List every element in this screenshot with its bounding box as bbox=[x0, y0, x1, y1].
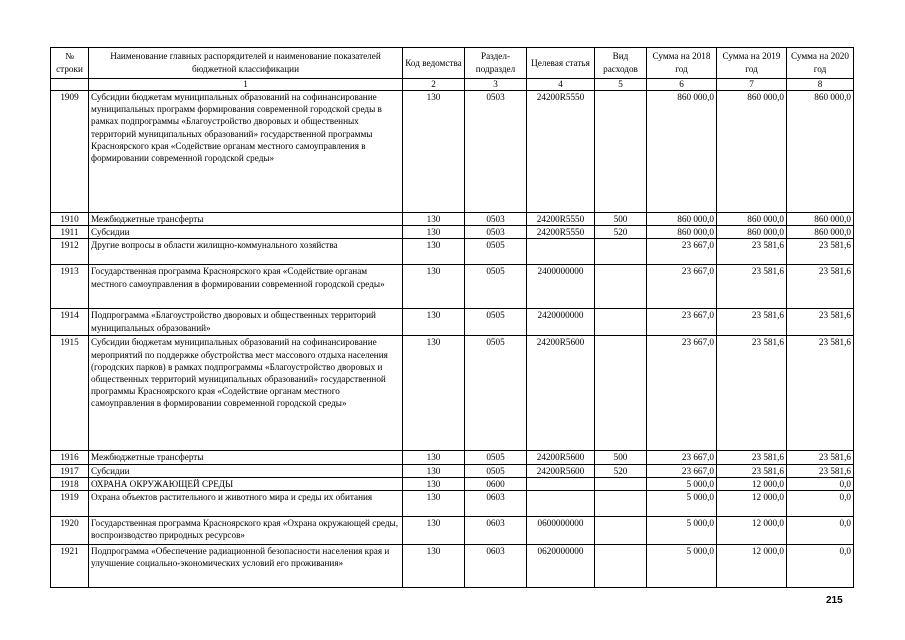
row-sum-2019: 860 000,0 bbox=[717, 226, 787, 239]
row-target: 2420000000 bbox=[527, 309, 595, 336]
row-sum-2019: 12 000,0 bbox=[717, 491, 787, 517]
column-number: 1 bbox=[89, 79, 403, 91]
row-name: Субсидии бюджетам муниципальных образований на софинансирование муниципальных программ формирования современной городской среды в рамках подпрограммы «Благоустройство дворовых и общественных территорий муниципальных образований» государственной программы Красноярского края «Содействие органам местного самоуправления в формировании современной городской среды» bbox=[89, 91, 403, 213]
row-section: 0503 bbox=[465, 226, 527, 239]
column-number: 8 bbox=[787, 79, 854, 91]
header-row-number: № строки bbox=[51, 48, 89, 79]
row-dept: 130 bbox=[403, 491, 465, 517]
column-number bbox=[51, 79, 89, 91]
table-row bbox=[51, 239, 854, 265]
row-kind bbox=[595, 336, 647, 451]
table-row bbox=[51, 517, 854, 545]
header-sum-2019: Сумма на 2019 год bbox=[717, 48, 787, 79]
row-kind bbox=[595, 517, 647, 545]
row-sum-2018: 860 000,0 bbox=[647, 226, 717, 239]
row-dept: 130 bbox=[403, 91, 465, 213]
row-target: 0620000000 bbox=[527, 545, 595, 588]
row-sum-2019: 23 581,6 bbox=[717, 336, 787, 451]
row-sum-2020: 860 000,0 bbox=[787, 226, 854, 239]
row-sum-2019: 12 000,0 bbox=[717, 517, 787, 545]
row-kind bbox=[595, 239, 647, 265]
row-sum-2020: 23 581,6 bbox=[787, 464, 854, 477]
row-section: 0505 bbox=[465, 265, 527, 309]
row-name: Государственная программа Красноярского края «Охрана окружающей среды, воспроизводство природных ресурсов» bbox=[89, 517, 403, 545]
table-row bbox=[51, 336, 854, 451]
row-sum-2020: 860 000,0 bbox=[787, 213, 854, 226]
row-dept: 130 bbox=[403, 477, 465, 490]
row-sum-2019: 860 000,0 bbox=[717, 91, 787, 213]
row-sum-2020: 23 581,6 bbox=[787, 336, 854, 451]
row-number: 1920 bbox=[51, 517, 89, 545]
column-number: 6 bbox=[647, 79, 717, 91]
row-sum-2018: 5 000,0 bbox=[647, 545, 717, 588]
row-sum-2020: 23 581,6 bbox=[787, 265, 854, 309]
row-kind bbox=[595, 91, 647, 213]
row-dept: 130 bbox=[403, 265, 465, 309]
row-sum-2018: 23 667,0 bbox=[647, 451, 717, 464]
row-target: 24200R5550 bbox=[527, 213, 595, 226]
row-sum-2018: 23 667,0 bbox=[647, 265, 717, 309]
row-section: 0505 bbox=[465, 309, 527, 336]
row-name: Подпрограмма «Благоустройство дворовых и общественных территорий муниципальных образований» bbox=[89, 309, 403, 336]
header-section: Раздел-подраздел bbox=[465, 48, 527, 79]
column-number: 2 bbox=[403, 79, 465, 91]
row-target: 24200R5600 bbox=[527, 464, 595, 477]
row-number: 1916 bbox=[51, 451, 89, 464]
header-target: Целевая статья bbox=[527, 48, 595, 79]
row-sum-2020: 23 581,6 bbox=[787, 239, 854, 265]
row-sum-2018: 5 000,0 bbox=[647, 477, 717, 490]
row-name: Другие вопросы в области жилищно-коммунального хозяйства bbox=[89, 239, 403, 265]
column-number: 7 bbox=[717, 79, 787, 91]
budget-page bbox=[50, 47, 854, 588]
row-kind bbox=[595, 309, 647, 336]
row-target: 2400000000 bbox=[527, 265, 595, 309]
row-dept: 130 bbox=[403, 239, 465, 265]
row-dept: 130 bbox=[403, 517, 465, 545]
row-sum-2020: 0,0 bbox=[787, 517, 854, 545]
header-sum-2020: Сумма на 2020 год bbox=[787, 48, 854, 79]
row-dept: 130 bbox=[403, 213, 465, 226]
row-section: 0503 bbox=[465, 91, 527, 213]
header-sum-2018: Сумма на 2018 год bbox=[647, 48, 717, 79]
row-sum-2019: 23 581,6 bbox=[717, 451, 787, 464]
row-sum-2020: 0,0 bbox=[787, 545, 854, 588]
row-sum-2019: 12 000,0 bbox=[717, 545, 787, 588]
row-target bbox=[527, 239, 595, 265]
row-sum-2018: 23 667,0 bbox=[647, 309, 717, 336]
row-sum-2019: 23 581,6 bbox=[717, 464, 787, 477]
row-section: 0603 bbox=[465, 545, 527, 588]
row-sum-2018: 860 000,0 bbox=[647, 213, 717, 226]
row-target: 0600000000 bbox=[527, 517, 595, 545]
row-section: 0603 bbox=[465, 517, 527, 545]
row-kind bbox=[595, 491, 647, 517]
row-number: 1918 bbox=[51, 477, 89, 490]
row-number: 1910 bbox=[51, 213, 89, 226]
column-number: 3 bbox=[465, 79, 527, 91]
column-number: 5 bbox=[595, 79, 647, 91]
row-name: Подпрограмма «Обеспечение радиационной безопасности населения края и улучшение социально-экономических условий его проживания» bbox=[89, 545, 403, 588]
row-kind: 500 bbox=[595, 213, 647, 226]
header-kind: Вид расходов bbox=[595, 48, 647, 79]
row-name: Межбюджетные трансферты bbox=[89, 451, 403, 464]
row-number: 1913 bbox=[51, 265, 89, 309]
row-dept: 130 bbox=[403, 309, 465, 336]
header-name: Наименование главных распорядителей и наименование показателей бюджетной классификации bbox=[89, 48, 403, 79]
row-number: 1911 bbox=[51, 226, 89, 239]
row-number: 1917 bbox=[51, 464, 89, 477]
table-row bbox=[51, 91, 854, 213]
row-sum-2018: 860 000,0 bbox=[647, 91, 717, 213]
row-name: Субсидии бюджетам муниципальных образований на софинансирование мероприятий по поддержке обустройства мест массового отдыха населения (городских парков) в рамках подпрограммы «Благоустройство дворовых и общественных территорий муниципальных образований» государственной программы Красноярского края «Содействие органам местного самоуправления в формировании современной городской среды» bbox=[89, 336, 403, 451]
row-section: 0505 bbox=[465, 464, 527, 477]
row-kind: 520 bbox=[595, 464, 647, 477]
row-name: Охрана объектов растительного и животного мира и среды их обитания bbox=[89, 491, 403, 517]
column-number: 4 bbox=[527, 79, 595, 91]
row-kind: 520 bbox=[595, 226, 647, 239]
row-dept: 130 bbox=[403, 464, 465, 477]
table-row bbox=[51, 491, 854, 517]
row-name: ОХРАНА ОКРУЖАЮЩЕЙ СРЕДЫ bbox=[89, 477, 403, 490]
row-section: 0505 bbox=[465, 451, 527, 464]
row-section: 0603 bbox=[465, 491, 527, 517]
row-sum-2019: 23 581,6 bbox=[717, 265, 787, 309]
row-number: 1915 bbox=[51, 336, 89, 451]
table-row bbox=[51, 309, 854, 336]
row-section: 0505 bbox=[465, 239, 527, 265]
row-number: 1909 bbox=[51, 91, 89, 213]
table-row bbox=[51, 464, 854, 477]
row-sum-2020: 23 581,6 bbox=[787, 451, 854, 464]
header-row bbox=[51, 48, 854, 79]
row-number: 1914 bbox=[51, 309, 89, 336]
row-sum-2019: 23 581,6 bbox=[717, 309, 787, 336]
row-section: 0600 bbox=[465, 477, 527, 490]
header-dept-code: Код ведомства bbox=[403, 48, 465, 79]
table-row bbox=[51, 213, 854, 226]
row-name: Межбюджетные трансферты bbox=[89, 213, 403, 226]
table-row bbox=[51, 226, 854, 239]
row-target: 24200R5550 bbox=[527, 226, 595, 239]
row-kind bbox=[595, 477, 647, 490]
row-name: Субсидии bbox=[89, 226, 403, 239]
row-kind bbox=[595, 545, 647, 588]
row-sum-2020: 0,0 bbox=[787, 477, 854, 490]
row-sum-2019: 860 000,0 bbox=[717, 213, 787, 226]
row-number: 1921 bbox=[51, 545, 89, 588]
row-sum-2019: 23 581,6 bbox=[717, 239, 787, 265]
row-number: 1912 bbox=[51, 239, 89, 265]
row-sum-2018: 23 667,0 bbox=[647, 239, 717, 265]
table-row bbox=[51, 265, 854, 309]
row-section: 0503 bbox=[465, 213, 527, 226]
row-target: 24200R5600 bbox=[527, 336, 595, 451]
row-sum-2020: 23 581,6 bbox=[787, 309, 854, 336]
row-sum-2018: 23 667,0 bbox=[647, 336, 717, 451]
page-number: 215 bbox=[826, 595, 843, 606]
budget-table bbox=[50, 47, 854, 588]
table-row bbox=[51, 451, 854, 464]
column-numbers-row bbox=[51, 79, 854, 91]
row-number: 1919 bbox=[51, 491, 89, 517]
row-section: 0505 bbox=[465, 336, 527, 451]
row-name: Государственная программа Красноярского края «Содействие органам местного самоуправления в формировании современной городской среды» bbox=[89, 265, 403, 309]
row-dept: 130 bbox=[403, 226, 465, 239]
row-target bbox=[527, 477, 595, 490]
row-sum-2018: 5 000,0 bbox=[647, 491, 717, 517]
row-sum-2018: 23 667,0 bbox=[647, 464, 717, 477]
table-row bbox=[51, 545, 854, 588]
row-sum-2020: 860 000,0 bbox=[787, 91, 854, 213]
row-target: 24200R5550 bbox=[527, 91, 595, 213]
row-sum-2018: 5 000,0 bbox=[647, 517, 717, 545]
row-name: Субсидии bbox=[89, 464, 403, 477]
row-dept: 130 bbox=[403, 451, 465, 464]
row-kind bbox=[595, 265, 647, 309]
row-dept: 130 bbox=[403, 545, 465, 588]
row-target bbox=[527, 491, 595, 517]
row-dept: 130 bbox=[403, 336, 465, 451]
row-sum-2019: 12 000,0 bbox=[717, 477, 787, 490]
row-sum-2020: 0,0 bbox=[787, 491, 854, 517]
row-target: 24200R5600 bbox=[527, 451, 595, 464]
table-row bbox=[51, 477, 854, 490]
row-kind: 500 bbox=[595, 451, 647, 464]
